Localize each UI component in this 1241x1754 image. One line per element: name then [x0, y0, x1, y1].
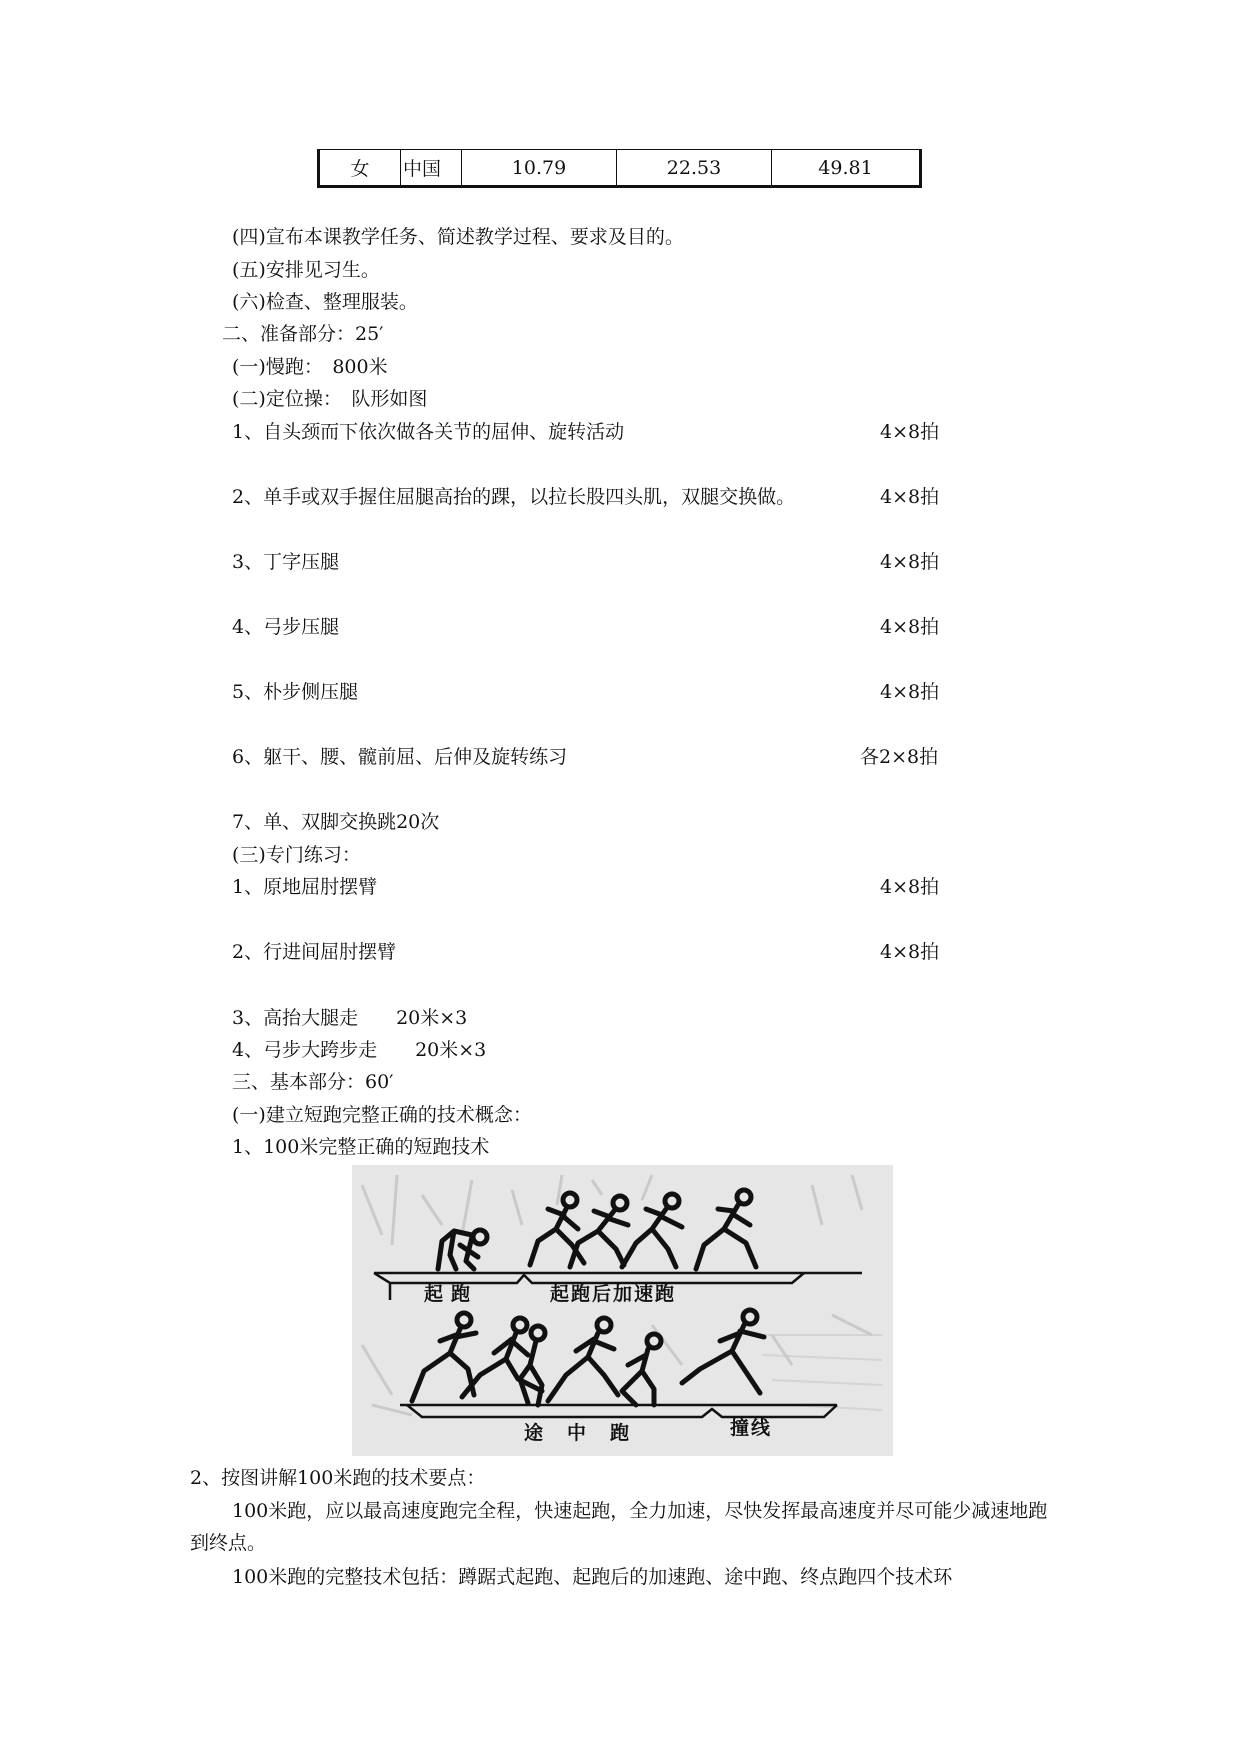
exercise-1-beat: 4×8拍	[880, 421, 940, 443]
exercise-7: 7、单、双脚交换跳20次	[232, 811, 440, 833]
item-1-line: 1、100米完整正确的短跑技术	[232, 1136, 490, 1158]
exercise-3: 3、丁字压腿	[232, 551, 340, 573]
table-cell-100m: 10.79	[462, 150, 617, 187]
section-2-title: 二、准备部分：25′	[222, 323, 384, 345]
drill-line: (二)定位操： 队形如图	[232, 388, 428, 410]
item-2-line: 2、按图讲解100米跑的技术要点：	[190, 1467, 486, 1489]
exercise-2-beat: 4×8拍	[880, 486, 940, 508]
paragraph-2: 100米跑的完整技术包括：蹲踞式起跑、起跑后的加速跑、途中跑、终点跑四个技术环	[232, 1566, 953, 1588]
exercise-4-beat: 4×8拍	[880, 616, 940, 638]
table-cell-country: 中国	[401, 150, 462, 187]
exercise-5-beat: 4×8拍	[880, 681, 940, 703]
intro-item-5: (五)安排见习生。	[232, 259, 380, 281]
intro-item-4: (四)宣布本课教学任务、简述教学过程、要求及目的。	[232, 226, 684, 248]
special-1-beat: 4×8拍	[880, 876, 940, 898]
exercise-4: 4、弓步压腿	[232, 616, 340, 638]
special-4: 4、弓步大跨步走 20米×3	[232, 1039, 487, 1061]
jog-line: (一)慢跑： 800米	[232, 356, 388, 378]
figure-label-acceleration: 起跑后加速跑	[550, 1283, 677, 1305]
exercise-1: 1、自头颈而下依次做各关节的屈伸、旋转活动	[232, 421, 625, 443]
special-2: 2、行进间屈肘摆臂	[232, 941, 397, 963]
special-3: 3、高抬大腿走 20米×3	[232, 1007, 468, 1029]
intro-item-6: (六)检查、整理服装。	[232, 291, 418, 313]
sprint-figure-drawing	[352, 1165, 893, 1456]
exercise-6-beat: 各2×8拍	[860, 746, 939, 768]
figure-label-middle: 途中跑	[524, 1422, 654, 1444]
table-cell-200m: 22.53	[617, 150, 772, 187]
sprint-technique-figure	[352, 1165, 893, 1456]
special-1: 1、原地屈肘摆臂	[232, 876, 378, 898]
concept-line: (一)建立短跑完整正确的技术概念：	[232, 1104, 532, 1126]
special-2-beat: 4×8拍	[880, 941, 940, 963]
exercise-3-beat: 4×8拍	[880, 551, 940, 573]
table-row	[319, 150, 921, 187]
exercise-2: 2、单手或双手握住屈腿高抬的踝，以拉长股四头肌，双腿交换做。	[232, 486, 796, 508]
paragraph-1: 100米跑，应以最高速度跑完全程，快速起跑，全力加速，尽快发挥最高速度并尽可能少减速地跑到终点。	[190, 1500, 1048, 1554]
table-cell-400m: 49.81	[772, 150, 921, 187]
figure-label-start: 起跑	[424, 1283, 479, 1305]
section-3-title: 三、基本部分：60′	[232, 1071, 394, 1093]
record-table	[317, 149, 922, 188]
exercise-6: 6、躯干、腰、髋前屈、后伸及旋转练习	[232, 746, 568, 768]
special-title: (三)专门练习：	[232, 844, 361, 866]
figure-label-finish: 撞线	[730, 1417, 773, 1439]
table-cell-gender: 女	[319, 150, 401, 187]
exercise-5: 5、朴步侧压腿	[232, 681, 359, 703]
